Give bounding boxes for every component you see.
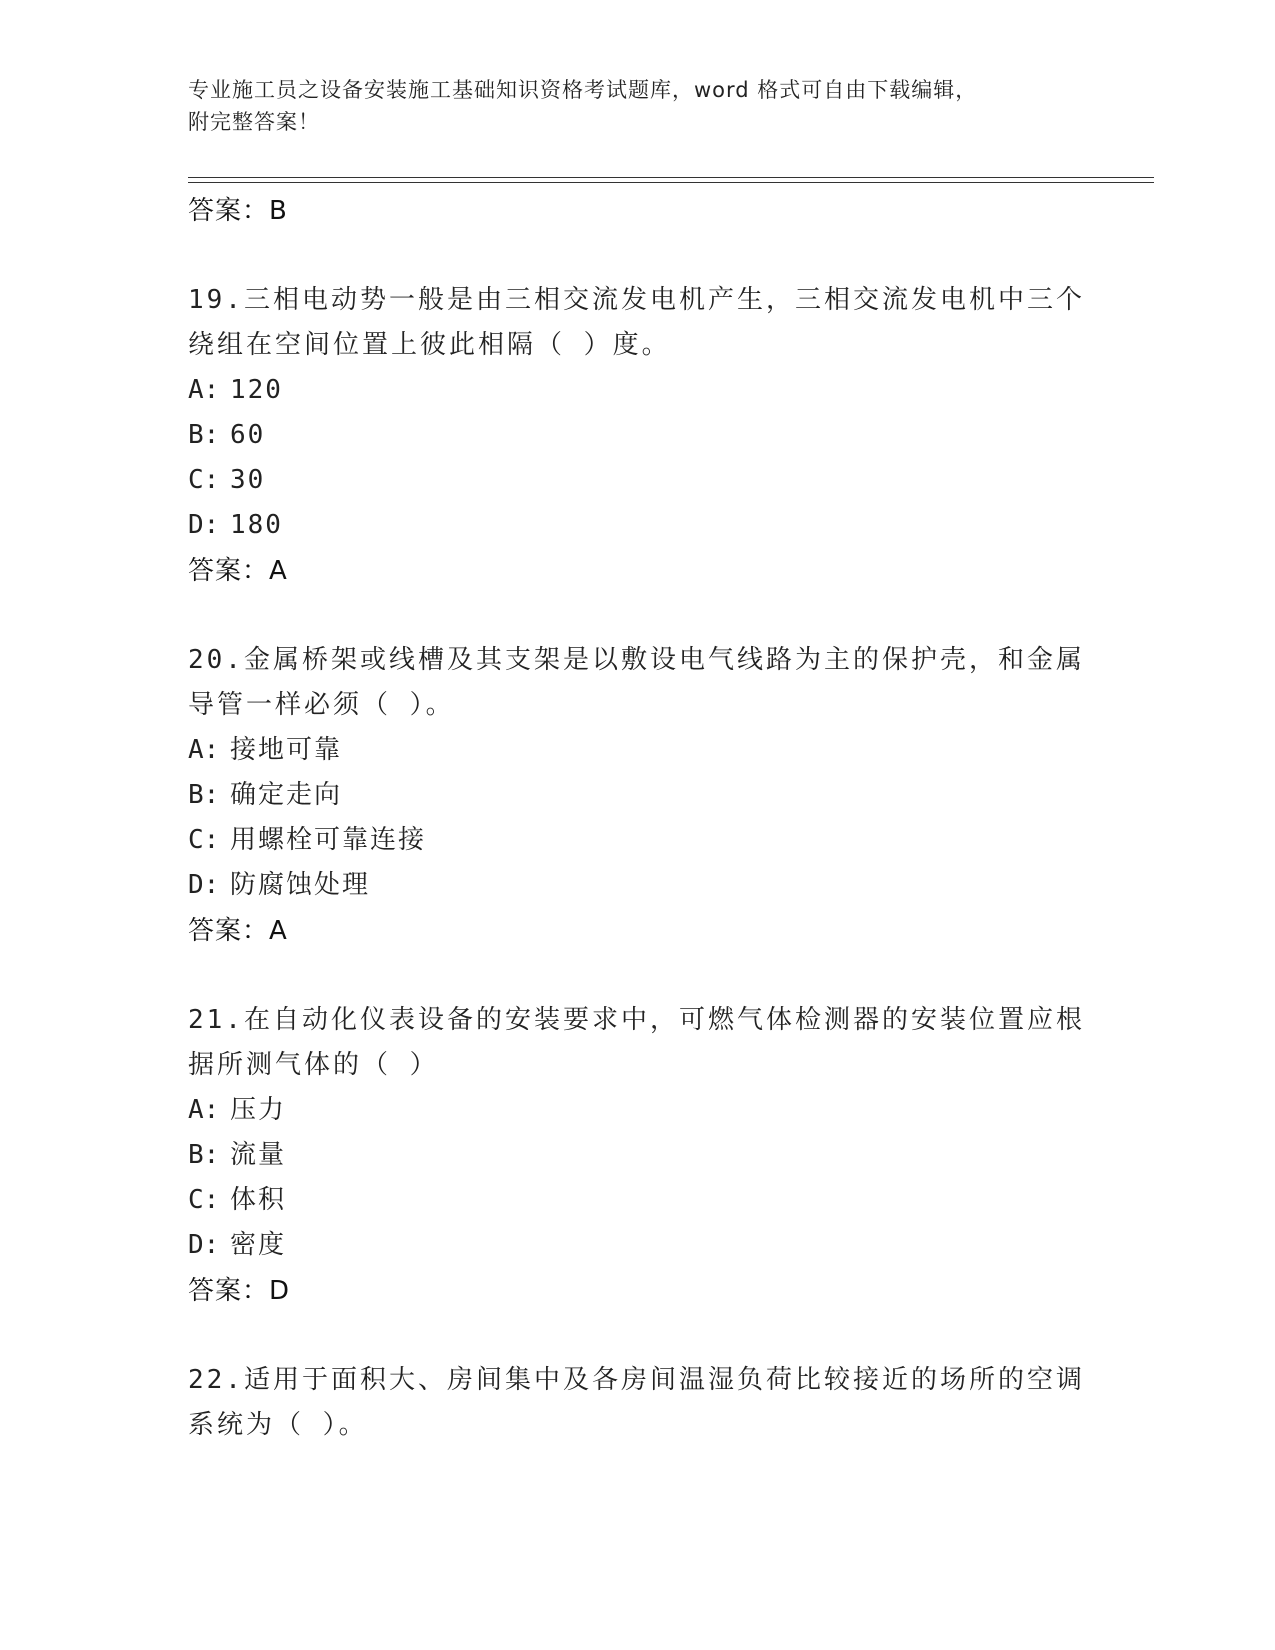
question-20 — [188, 638, 1088, 954]
question-22 — [188, 1358, 1088, 1448]
document-header — [188, 74, 1068, 138]
question-stem-line-2: 绕组在空间位置上彼此相隔（ ）度。 — [188, 330, 671, 360]
header-divider-top — [188, 177, 1154, 178]
answer-value: D — [269, 1276, 290, 1306]
question-19 — [188, 278, 1088, 594]
question-stem-line-2: 导管一样必须（ ）。 — [188, 690, 455, 720]
answer-label: 答案： — [188, 916, 270, 946]
question-stem-line-1: 20.金属桥架或线槽及其支架是以敷设电气线路为主的保护壳，和金属 — [188, 645, 1085, 675]
option-text: 压力 — [230, 1095, 287, 1125]
option-text: 180 — [230, 510, 283, 540]
option-text: 用螺栓可靠连接 — [230, 825, 427, 855]
question-answer — [188, 548, 1088, 594]
answer-value: A — [269, 556, 287, 586]
question-21 — [188, 998, 1088, 1314]
option-key: C: — [188, 465, 220, 495]
header-divider-bottom — [188, 182, 1154, 183]
question-stem-line-2: 系统为（ ）。 — [188, 1410, 368, 1440]
option-a — [188, 368, 1088, 413]
question-list — [188, 188, 1088, 1448]
option-a — [188, 728, 1088, 773]
answer-label: 答案： — [188, 196, 270, 226]
question-stem — [188, 1358, 1088, 1448]
option-text: 60 — [230, 420, 266, 450]
option-d — [188, 863, 1088, 908]
header-line-2: 附完整答案！ — [188, 110, 320, 134]
option-key: D: — [188, 510, 220, 540]
option-b — [188, 1133, 1088, 1178]
answer-value: B — [269, 196, 287, 226]
question-answer — [188, 908, 1088, 954]
option-c — [188, 818, 1088, 863]
option-key: C: — [188, 1185, 220, 1215]
question-stem-line-2: 据所测气体的（ ） — [188, 1050, 439, 1080]
answer-value: A — [269, 916, 287, 946]
option-d — [188, 1223, 1088, 1268]
option-key: B: — [188, 420, 220, 450]
option-d — [188, 503, 1088, 548]
question-stem-line-1: 21.在自动化仪表设备的安装要求中，可燃气体检测器的安装位置应根 — [188, 1005, 1085, 1035]
option-text: 体积 — [230, 1185, 287, 1215]
option-key: A: — [188, 375, 220, 405]
option-key: C: — [188, 825, 220, 855]
option-key: B: — [188, 780, 220, 810]
previous-answer — [188, 188, 1088, 234]
question-stem — [188, 998, 1088, 1088]
option-text: 接地可靠 — [230, 735, 343, 765]
option-b — [188, 413, 1088, 458]
option-a — [188, 1088, 1088, 1133]
option-key: D: — [188, 870, 220, 900]
option-text: 密度 — [230, 1230, 287, 1260]
answer-label: 答案： — [188, 1276, 270, 1306]
answer-label: 答案： — [188, 556, 270, 586]
question-stem — [188, 278, 1088, 368]
question-stem-line-1: 22.适用于面积大、房间集中及各房间温湿负荷比较接近的场所的空调 — [188, 1365, 1085, 1395]
question-stem — [188, 638, 1088, 728]
option-key: B: — [188, 1140, 220, 1170]
question-stem-line-1: 19.三相电动势一般是由三相交流发电机产生，三相交流发电机中三个 — [188, 285, 1085, 315]
option-b — [188, 773, 1088, 818]
option-text: 确定走向 — [230, 780, 343, 810]
option-key: D: — [188, 1230, 220, 1260]
option-text: 流量 — [230, 1140, 287, 1170]
option-text: 防腐蚀处理 — [230, 870, 371, 900]
option-c — [188, 1178, 1088, 1223]
option-text: 120 — [230, 375, 283, 405]
option-text: 30 — [230, 465, 266, 495]
option-key: A: — [188, 735, 220, 765]
question-answer — [188, 1268, 1088, 1314]
header-line-1: 专业施工员之设备安装施工基础知识资格考试题库，word 格式可自由下载编辑， — [188, 78, 978, 102]
option-key: A: — [188, 1095, 220, 1125]
option-c — [188, 458, 1088, 503]
